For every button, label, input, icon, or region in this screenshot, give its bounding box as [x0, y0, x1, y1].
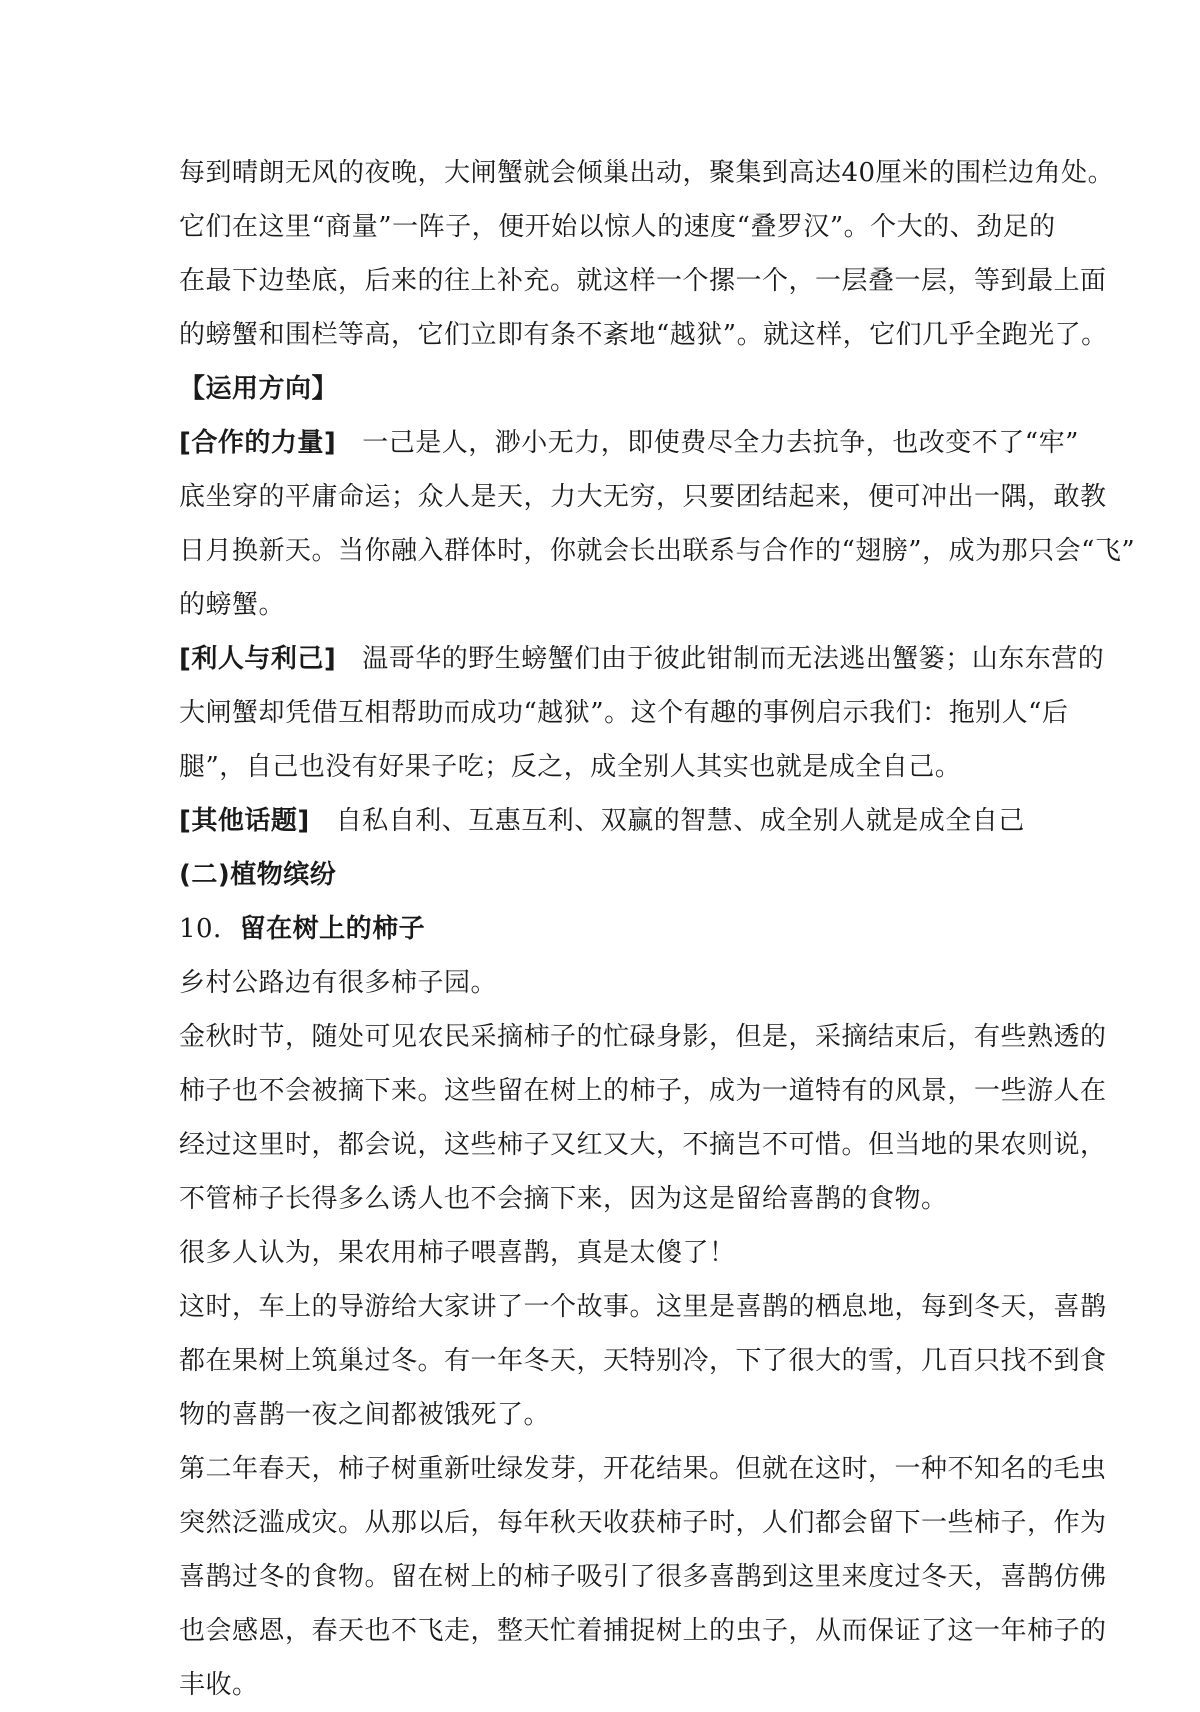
text-line: 底坐穿的平庸命运；众人是天，力大无穷，只要团结起来，便可冲出一隅，敢教 — [179, 482, 1107, 512]
usage-item-cooperation — [179, 416, 1079, 470]
text-line: 很多人认为，果农用柿子喂喜鹊，真是太傻了！ — [179, 1238, 736, 1268]
text-line: 也会感恩，春天也不飞走，整天忙着捕捉树上的虫子，从而保证了这一年柿子的 — [179, 1616, 1107, 1646]
usage-item-mutual-benefit — [179, 632, 1105, 686]
text-line: 乡村公路边有很多柿子园。 — [179, 968, 498, 998]
story-title — [179, 902, 1029, 956]
text-line: 经过这里时，都会说，这些柿子又红又大，不摘岂不可惜。但当地的果农则说， — [179, 1130, 1107, 1160]
text-line: 的螃蟹。 — [179, 590, 286, 620]
section-heading-plants: (二)植物缤纷 — [179, 860, 337, 890]
story-number: 10． — [179, 914, 240, 944]
usage-tag: [其他话题] — [179, 806, 310, 836]
text-line: 喜鹊过冬的食物。留在树上的柿子吸引了很多喜鹊到这里来度过冬天，喜鹊仿佛 — [179, 1562, 1107, 1592]
text-line: 在最下边垫底，后来的往上补充。就这样一个摞一个，一层叠一层，等到最上面 — [179, 266, 1107, 296]
text-line: 都在果树上筑巢过冬。有一年冬天，天特别冷，下了很大的雪，几百只找不到食 — [179, 1346, 1107, 1376]
usage-tag: [合作的力量] — [179, 428, 337, 458]
text-line: 腿”，自己也没有好果子吃；反之，成全别人其实也就是成全自己。 — [179, 752, 962, 782]
section-heading-usage: 【运用方向】 — [179, 374, 339, 404]
text-line: 不管柿子长得多么诱人也不会摘下来，因为这是留给喜鹊的食物。 — [179, 1184, 948, 1214]
text-line: 丰收。 — [179, 1670, 259, 1700]
story-title-text: 留在树上的柿子 — [239, 914, 426, 944]
text-line: 金秋时节，随处可见农民采摘柿子的忙碌身影，但是，采摘结束后，有些熟透的 — [179, 1022, 1107, 1052]
text-line: 它们在这里“商量”一阵子，便开始以惊人的速度“叠罗汉”。个大的、劲足的 — [179, 212, 1056, 242]
document-page — [179, 146, 1136, 1712]
text-line: 的螃蟹和围栏等高，它们立即有条不紊地“越狱”。就这样，它们几乎全跑光了。 — [179, 320, 1108, 350]
text-line: 大闸蟹却凭借互相帮助而成功“越狱”。这个有趣的事例启示我们：拖别人“后 — [179, 698, 1069, 728]
text-line: 日月换新天。当你融入群体时，你就会长出联系与合作的“翅膀”，成为那只会“飞” — [179, 536, 1136, 566]
text-line: 物的喜鹊一夜之间都被饿死了。 — [179, 1400, 551, 1430]
usage-text: 自私自利、互惠互利、双赢的智慧、成全别人就是成全自己 — [335, 806, 1025, 836]
text-line: 突然泛滥成灾。从那以后，每年秋天收获柿子时，人们都会留下一些柿子，作为 — [179, 1508, 1107, 1538]
text-line: 这时，车上的导游给大家讲了一个故事。这里是喜鹊的栖息地，每到冬天，喜鹊 — [179, 1292, 1107, 1322]
text-line: 每到晴朗无风的夜晚，大闸蟹就会倾巢出动，聚集到高达40厘米的围栏边角处。 — [179, 158, 1115, 188]
usage-tag: [利人与利己] — [179, 644, 337, 674]
usage-text: 温哥华的野生螃蟹们由于彼此钳制而无法逃出蟹篓；山东东营的 — [362, 644, 1105, 674]
text-line: 第二年春天，柿子树重新吐绿发芽，开花结果。但就在这时，一种不知名的毛虫 — [179, 1454, 1107, 1484]
text-line: 柿子也不会被摘下来。这些留在树上的柿子，成为一道特有的风景，一些游人在 — [179, 1076, 1107, 1106]
usage-text: 一己是人，渺小无力，即使费尽全力去抗争，也改变不了“牢” — [362, 428, 1079, 458]
usage-item-other-topics — [179, 794, 1029, 848]
